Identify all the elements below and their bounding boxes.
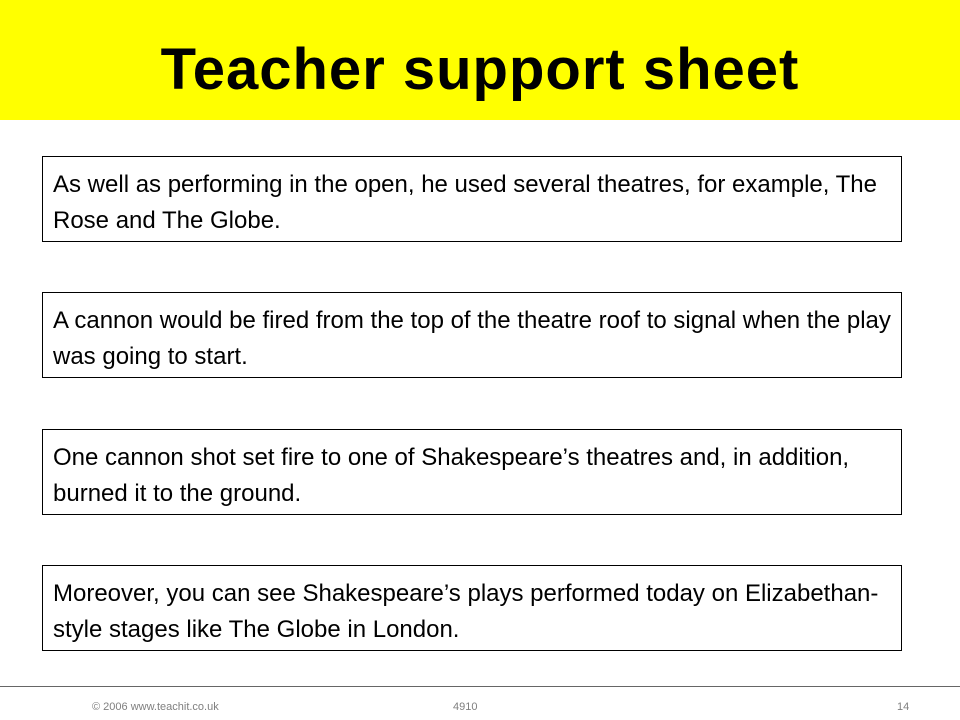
footer-rule xyxy=(0,686,960,687)
text-box-4: Moreover, you can see Shakespeare’s plays performed today on Elizabethan-style stages like The Globe in London. xyxy=(42,565,902,651)
footer-page-number: 14 xyxy=(897,701,910,713)
text-box-1: As well as performing in the open, he used several theatres, for example, The Rose and The Globe. xyxy=(42,156,902,242)
footer-copyright: © 2006 www.teachit.co.uk xyxy=(92,701,219,713)
text-box-3: One cannon shot set fire to one of Shakespeare’s theatres and, in addition, burned it to the ground. xyxy=(42,429,902,515)
footer-code: 4910 xyxy=(453,701,478,713)
page-title: Teacher support sheet xyxy=(160,37,800,102)
text-box-2: A cannon would be fired from the top of the theatre roof to signal when the play was going to start. xyxy=(42,292,902,378)
